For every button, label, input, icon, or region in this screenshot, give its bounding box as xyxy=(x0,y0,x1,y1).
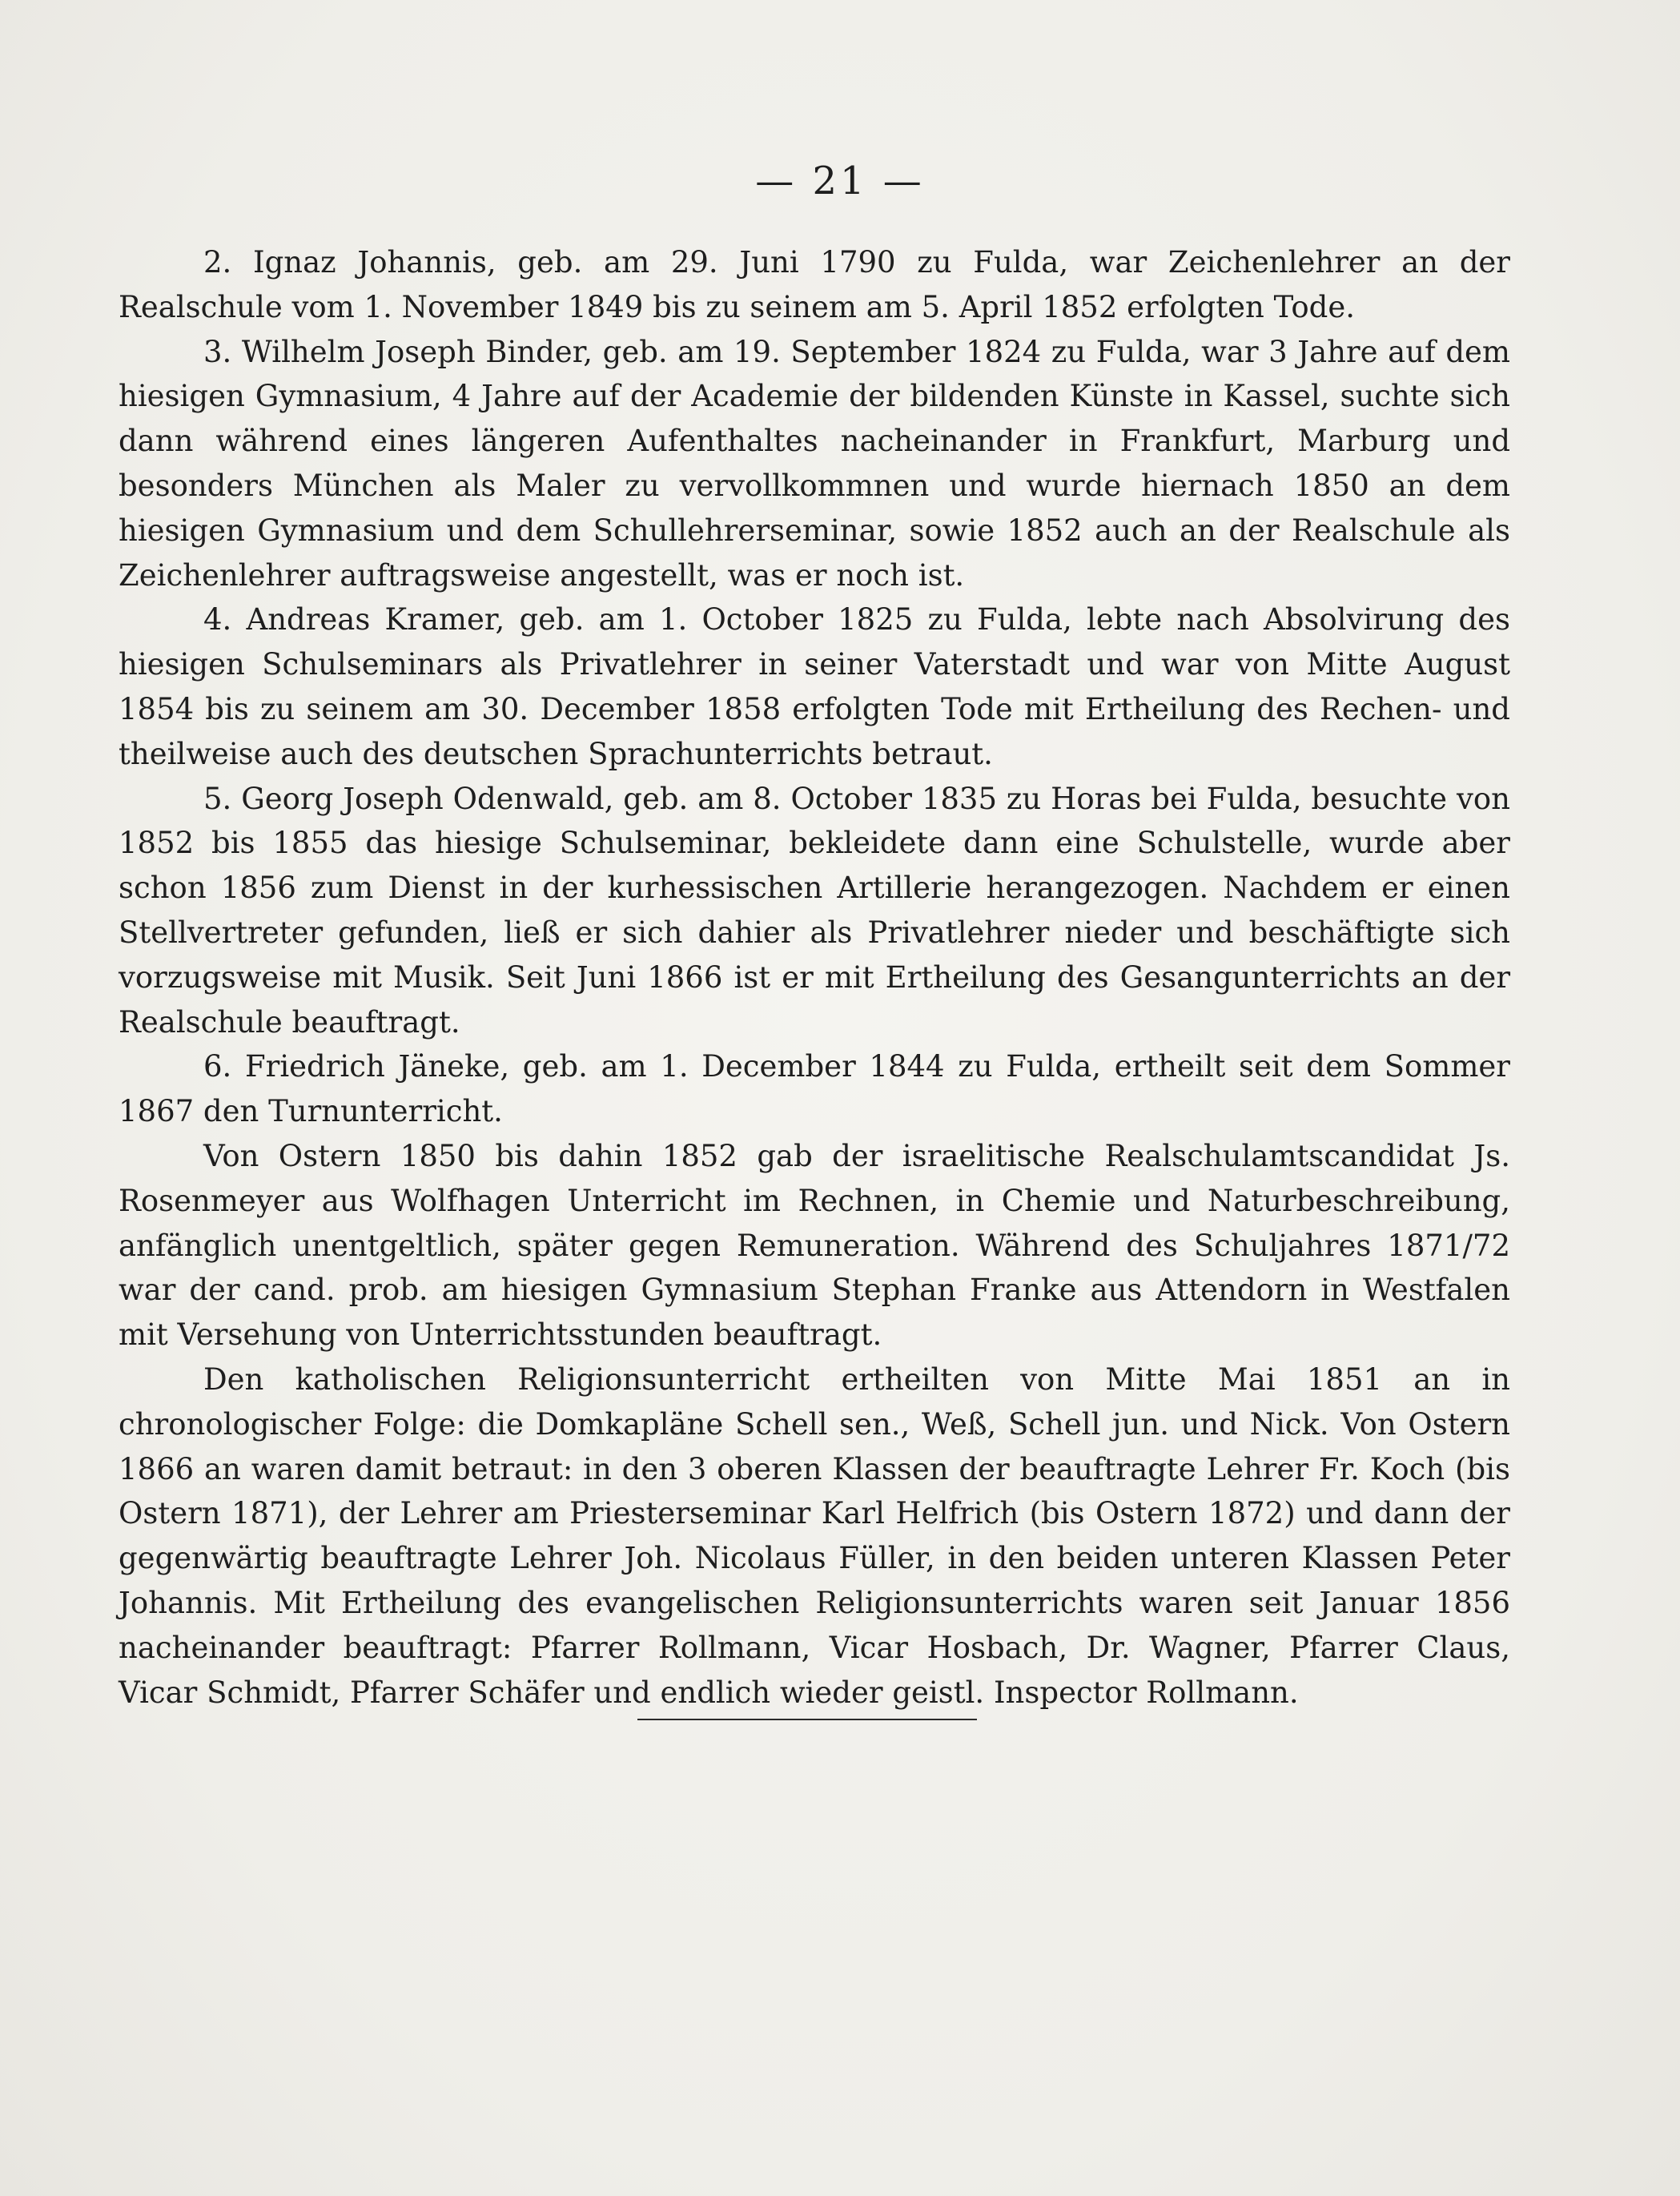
paragraph-teacher-johannis: 2. Ignaz Johannis, geb. am 29. Juni 1790 zu Fulda, war Zeichenlehrer an der Realschule vom 1. November 1849 bis zu seinem am 5. April 1852 erfolgten Tode. xyxy=(119,245,1510,324)
paragraph-rosenmeyer-franke: Von Ostern 1850 bis dahin 1852 gab der israelitische Realschulamtscandidat Js. Rosenmeyer aus Wolfhagen Unterricht im Rechnen, in Chemie und Naturbeschreibung, anfänglich unentgeltlich, später gegen Remuneration. Während des Schuljahres 1871/72 war der cand. prob. am hiesigen Gymnasium Stephan Franke aus Attendorn in Westfalen mit Versehung von Unterrichtsstunden beauftragt. xyxy=(119,1138,1510,1353)
paragraph-religion-teachers: Den katholischen Religionsunterricht ertheilten von Mitte Mai 1851 an in chronologischer Folge: die Domkapläne Schell sen., Weß, Schell jun. und Nick. Von Ostern 1866 an waren damit betraut: in den 3 oberen Klassen der beauftragte Lehrer Fr. Koch (bis Ostern 1871), der Lehrer am Priesterseminar Karl Helfrich (bis Ostern 1872) und dann der gegenwärtig beauftragte Lehrer Joh. Nicolaus Füller, in den beiden unteren Klassen Peter Johannis. Mit Ertheilung des evangelischen Religionsunterrichts waren seit Januar 1856 nacheinander beauftragt: Pfarrer Rollmann, Vicar Hosbach, Dr. Wagner, Pfarrer Claus, Vicar Schmidt, Pfarrer Schäfer und endlich wieder geistl. Inspector Rollmann. xyxy=(119,1361,1510,1710)
paragraph-teacher-janeke: 6. Friedrich Jäneke, geb. am 1. December 1844 zu Fulda, ertheilt seit dem Sommer 1867 den Turnunterricht. xyxy=(119,1049,1510,1129)
paragraph-teacher-kramer: 4. Andreas Kramer, geb. am 1. October 1825 zu Fulda, lebte nach Absolvirung des hiesigen Schulseminars als Privatlehrer in seiner Vaterstadt und war von Mitte August 1854 bis zu seinem am 30. December 1858 erfolgten Tode mit Ertheilung des Rechen- und theilweise auch des deutschen Sprachunterrichts betraut. xyxy=(119,602,1510,771)
page-number: — 21 — xyxy=(755,159,925,203)
paragraph-teacher-binder: 3. Wilhelm Joseph Binder, geb. am 19. September 1824 zu Fulda, war 3 Jahre auf dem hiesigen Gymnasium, 4 Jahre auf der Academie der bildenden Künste in Kassel, suchte sich dann während eines längeren Aufenthaltes nacheinander in Frankfurt, Marburg und besonders München als Maler zu vervollkommnen und wurde hiernach 1850 an dem hiesigen Gymnasium und dem Schullehrerseminar, sowie 1852 auch an der Realschule als Zeichenlehrer auftragsweise angestellt, was er noch ist. xyxy=(119,334,1510,593)
paragraph-teacher-odenwald: 5. Georg Joseph Odenwald, geb. am 8. October 1835 zu Horas bei Fulda, besuchte von 1852 bis 1855 das hiesige Schulseminar, bekleidete dann eine Schulstelle, wurde aber schon 1856 zum Dienst in der kurhessischen Artillerie herangezogen. Nachdem er einen Stellvertreter gefunden, ließ er sich dahier als Privatlehrer nieder und beschäftigte sich vorzugsweise mit Musik. Seit Juni 1866 ist er mit Ertheilung des Gesangunterrichts an der Realschule beauftragt. xyxy=(119,781,1510,1040)
body-text xyxy=(119,240,1510,1715)
closing-rule xyxy=(637,1719,977,1720)
